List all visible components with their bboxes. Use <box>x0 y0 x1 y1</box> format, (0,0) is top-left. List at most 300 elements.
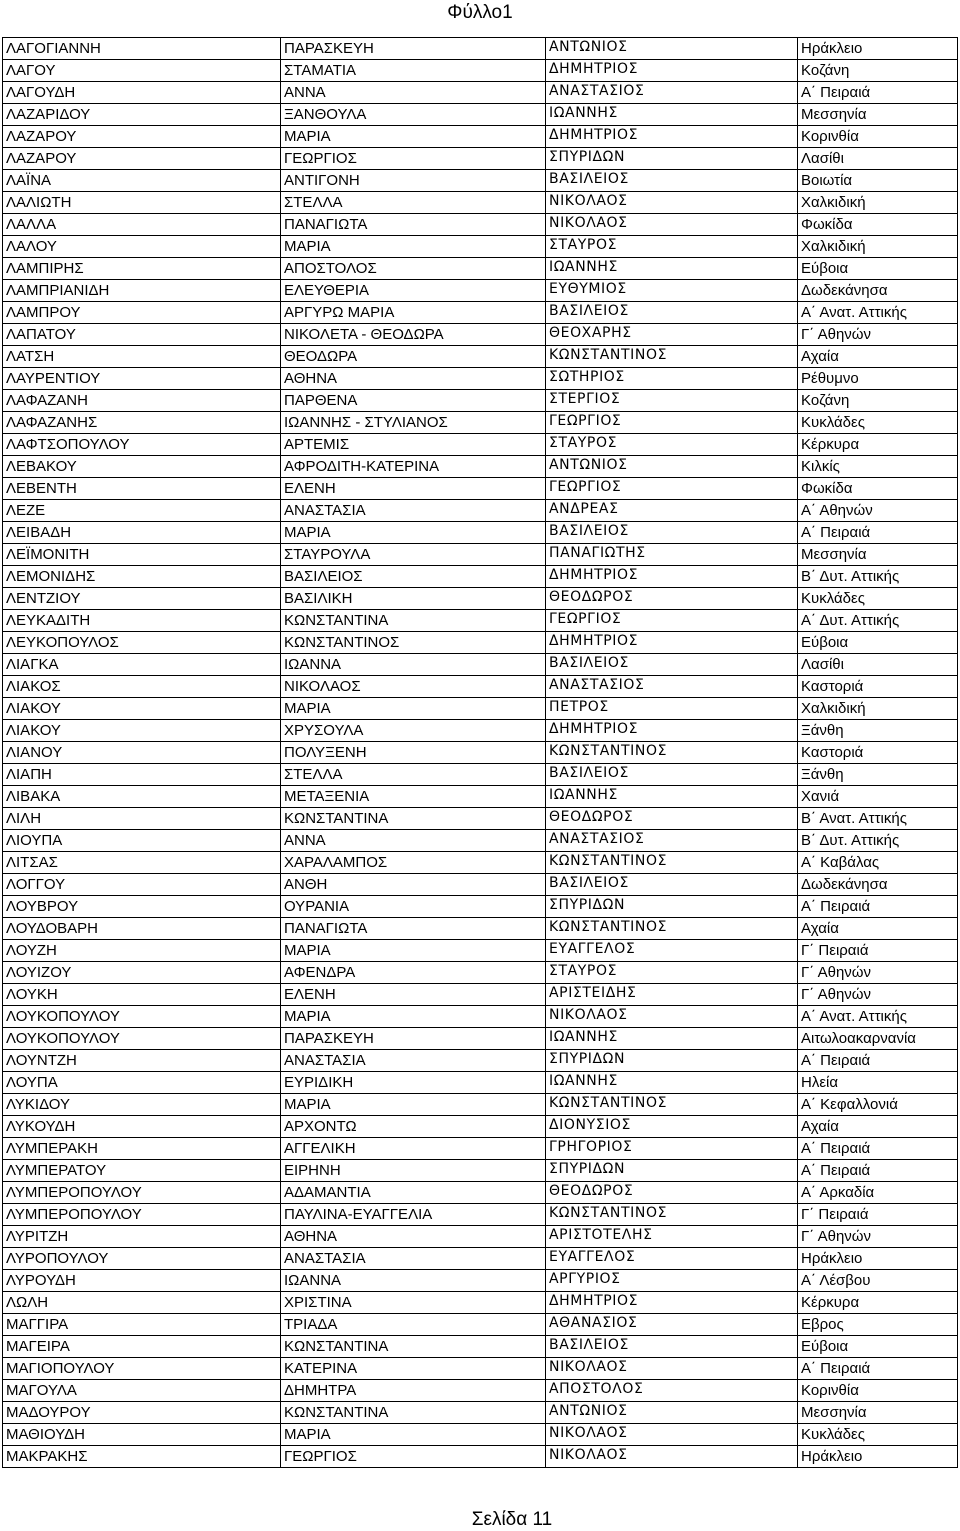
region-cell: Αιτωλοακαρνανία <box>798 1028 958 1050</box>
first-name-cell: ΕΛΕΝΗ <box>281 478 546 500</box>
first-name-cell: ΧΡΙΣΤΙΝΑ <box>281 1292 546 1314</box>
father-name-cell: ΔΗΜΗΤΡΙΟΣ <box>546 60 798 82</box>
surname-cell: ΛΑΛΙΩΤΗ <box>3 192 281 214</box>
region-cell: Ρέθυμνο <box>798 368 958 390</box>
region-cell: Φωκίδα <box>798 214 958 236</box>
surname-cell: ΛΑΦΤΣΟΠΟΥΛΟΥ <box>3 434 281 456</box>
first-name-cell: ΒΑΣΙΛΕΙΟΣ <box>281 566 546 588</box>
table-row <box>3 478 958 500</box>
father-name-cell: ΙΩΑΝΝΗΣ <box>546 1072 798 1094</box>
region-cell: Ξάνθη <box>798 720 958 742</box>
surname-cell: ΛΟΓΓΟΥ <box>3 874 281 896</box>
first-name-cell: ΕΛΕΝΗ <box>281 984 546 1006</box>
table-row <box>3 412 958 434</box>
table-row <box>3 984 958 1006</box>
region-cell: Εβρος <box>798 1314 958 1336</box>
father-name-cell: ΙΩΑΝΝΗΣ <box>546 1028 798 1050</box>
table-row <box>3 214 958 236</box>
region-cell: Ηλεία <box>798 1072 958 1094</box>
surname-cell: ΛΑΖΑΡΟΥ <box>3 148 281 170</box>
region-cell: Β΄ Δυτ. Αττικής <box>798 566 958 588</box>
surname-cell: ΛΟΥΝΤΖΗ <box>3 1050 281 1072</box>
surname-cell: ΛΑΜΠΡΟΥ <box>3 302 281 324</box>
surname-cell: ΛΕΖΕ <box>3 500 281 522</box>
surname-cell: ΛΟΥΔΟΒΑΡΗ <box>3 918 281 940</box>
first-name-cell: ΞΑΝΘΟΥΛΑ <box>281 104 546 126</box>
father-name-cell: ΣΤΑΥΡΟΣ <box>546 962 798 984</box>
first-name-cell: ΜΕΤΑΞΕΝΙΑ <box>281 786 546 808</box>
region-cell: Α΄ Ανατ. Αττικής <box>798 302 958 324</box>
table-row <box>3 1380 958 1402</box>
region-cell: Α΄ Λέσβου <box>798 1270 958 1292</box>
surname-cell: ΛΥΡΙΤΖΗ <box>3 1226 281 1248</box>
table-row <box>3 786 958 808</box>
father-name-cell: ΘΕΟΔΩΡΟΣ <box>546 588 798 610</box>
surname-cell: ΛΑΓΟΥ <box>3 60 281 82</box>
father-name-cell: ΚΩΝΣΤΑΝΤΙΝΟΣ <box>546 852 798 874</box>
region-cell: Α΄ Πειραιά <box>798 82 958 104</box>
region-cell: Ξάνθη <box>798 764 958 786</box>
table-row <box>3 720 958 742</box>
table-row <box>3 434 958 456</box>
region-cell: Δωδεκάνησα <box>798 280 958 302</box>
father-name-cell: ΓΕΩΡΓΙΟΣ <box>546 478 798 500</box>
table-row <box>3 962 958 984</box>
table-row <box>3 38 958 60</box>
father-name-cell: ΑΡΙΣΤΕΙΔΗΣ <box>546 984 798 1006</box>
region-cell: Μεσσηνία <box>798 104 958 126</box>
first-name-cell: ΑΡΓΥΡΩ ΜΑΡΙΑ <box>281 302 546 324</box>
first-name-cell: ΜΑΡΙΑ <box>281 940 546 962</box>
first-name-cell: ΑΠΟΣΤΟΛΟΣ <box>281 258 546 280</box>
table-row <box>3 676 958 698</box>
region-cell: Γ΄ Πειραιά <box>798 940 958 962</box>
surname-cell: ΛΙΒΑΚΑ <box>3 786 281 808</box>
surname-cell: ΜΑΓΓΙΡΑ <box>3 1314 281 1336</box>
region-cell: Κοζάνη <box>798 60 958 82</box>
first-name-cell: ΑΡΤΕΜΙΣ <box>281 434 546 456</box>
region-cell: Α΄ Αθηνών <box>798 500 958 522</box>
surname-cell: ΛΕΥΚΟΠΟΥΛΟΣ <box>3 632 281 654</box>
region-cell: Α΄ Καβάλας <box>798 852 958 874</box>
father-name-cell: ΣΤΑΥΡΟΣ <box>546 236 798 258</box>
first-name-cell: ΑΓΓΕΛΙΚΗ <box>281 1138 546 1160</box>
surname-cell: ΛΑΦΑΖΑΝΗΣ <box>3 412 281 434</box>
table-row <box>3 1050 958 1072</box>
first-name-cell: ΠΑΝΑΓΙΩΤΑ <box>281 918 546 940</box>
region-cell: Κοζάνη <box>798 390 958 412</box>
first-name-cell: ΠΟΛΥΞΕΝΗ <box>281 742 546 764</box>
father-name-cell: ΚΩΝΣΤΑΝΤΙΝΟΣ <box>546 742 798 764</box>
father-name-cell: ΑΡΓΥΡΙΟΣ <box>546 1270 798 1292</box>
first-name-cell: ΑΝΑΣΤΑΣΙΑ <box>281 1248 546 1270</box>
surname-cell: ΜΑΘΙΟΥΔΗ <box>3 1424 281 1446</box>
surname-cell: ΛΕΒΕΝΤΗ <box>3 478 281 500</box>
surname-cell: ΛΥΡΟΥΔΗ <box>3 1270 281 1292</box>
region-cell: Α΄ Πειραιά <box>798 1160 958 1182</box>
father-name-cell: ΒΑΣΙΛΕΙΟΣ <box>546 654 798 676</box>
father-name-cell: ΒΑΣΙΛΕΙΟΣ <box>546 764 798 786</box>
father-name-cell: ΔΗΜΗΤΡΙΟΣ <box>546 720 798 742</box>
surname-cell: ΜΑΓΕΙΡΑ <box>3 1336 281 1358</box>
table-row <box>3 764 958 786</box>
region-cell: Α΄ Πειραιά <box>798 522 958 544</box>
first-name-cell: ΣΤΑΥΡΟΥΛΑ <box>281 544 546 566</box>
father-name-cell: ΣΩΤΗΡΙΟΣ <box>546 368 798 390</box>
first-name-cell: ΠΑΡΑΣΚΕΥΗ <box>281 1028 546 1050</box>
region-cell: Α΄ Πειραιά <box>798 896 958 918</box>
table-row <box>3 1270 958 1292</box>
region-cell: Α΄ Δυτ. Αττικής <box>798 610 958 632</box>
table-row <box>3 236 958 258</box>
first-name-cell: ΜΑΡΙΑ <box>281 126 546 148</box>
region-cell: Α΄ Πειραιά <box>798 1050 958 1072</box>
father-name-cell: ΕΥΑΓΓΕΛΟΣ <box>546 940 798 962</box>
first-name-cell: ΚΑΤΕΡΙΝΑ <box>281 1358 546 1380</box>
first-name-cell: ΜΑΡΙΑ <box>281 1094 546 1116</box>
first-name-cell: ΓΕΩΡΓΙΟΣ <box>281 1446 546 1468</box>
surname-cell: ΜΑΓΟΥΛΑ <box>3 1380 281 1402</box>
father-name-cell: ΣΤΕΡΓΙΟΣ <box>546 390 798 412</box>
surname-cell: ΛΙΛΗ <box>3 808 281 830</box>
region-cell: Β΄ Δυτ. Αττικής <box>798 830 958 852</box>
surname-cell: ΛΥΜΠΕΡΑΤΟΥ <box>3 1160 281 1182</box>
first-name-cell: ΑΘΗΝΑ <box>281 1226 546 1248</box>
table-row <box>3 522 958 544</box>
surname-cell: ΛΕΝΤΖΙΟΥ <box>3 588 281 610</box>
table-row <box>3 390 958 412</box>
region-cell: Α΄ Κεφαλλονιά <box>798 1094 958 1116</box>
first-name-cell: ΠΑΡΑΣΚΕΥΗ <box>281 38 546 60</box>
region-cell: Αχαία <box>798 918 958 940</box>
region-cell: Κιλκίς <box>798 456 958 478</box>
table-row <box>3 1226 958 1248</box>
first-name-cell: ΚΩΝΣΤΑΝΤΙΝΟΣ <box>281 632 546 654</box>
surname-cell: ΛΑΓΟΥΔΗ <box>3 82 281 104</box>
table-row <box>3 1402 958 1424</box>
surname-cell: ΛΕΙΒΑΔΗ <box>3 522 281 544</box>
table-row <box>3 566 958 588</box>
region-cell: Καστοριά <box>798 742 958 764</box>
region-cell: Ηράκλειο <box>798 38 958 60</box>
region-cell: Κέρκυρα <box>798 434 958 456</box>
surname-cell: ΛΕΒΑΚΟΥ <box>3 456 281 478</box>
first-name-cell: ΑΔΑΜΑΝΤΙΑ <box>281 1182 546 1204</box>
first-name-cell: ΘΕΟΔΩΡΑ <box>281 346 546 368</box>
table-row <box>3 148 958 170</box>
surname-cell: ΛΙΑΝΟΥ <box>3 742 281 764</box>
region-cell: Γ΄ Αθηνών <box>798 984 958 1006</box>
table-row <box>3 1446 958 1468</box>
first-name-cell: ΑΡΧΟΝΤΩ <box>281 1116 546 1138</box>
table-row <box>3 1160 958 1182</box>
father-name-cell: ΕΥΑΓΓΕΛΟΣ <box>546 1248 798 1270</box>
father-name-cell: ΑΝΑΣΤΑΣΙΟΣ <box>546 676 798 698</box>
father-name-cell: ΚΩΝΣΤΑΝΤΙΝΟΣ <box>546 346 798 368</box>
region-cell: Μεσσηνία <box>798 1402 958 1424</box>
table-row <box>3 588 958 610</box>
region-cell: Κυκλάδες <box>798 588 958 610</box>
table-row <box>3 192 958 214</box>
table-body <box>3 38 958 1468</box>
father-name-cell: ΔΗΜΗΤΡΙΟΣ <box>546 566 798 588</box>
surname-cell: ΛΥΜΠΕΡΟΠΟΥΛΟΥ <box>3 1182 281 1204</box>
father-name-cell: ΝΙΚΟΛΑΟΣ <box>546 214 798 236</box>
first-name-cell: ΜΑΡΙΑ <box>281 522 546 544</box>
surname-cell: ΛΕΪΜΟΝΙΤΗ <box>3 544 281 566</box>
first-name-cell: ΜΑΡΙΑ <box>281 698 546 720</box>
surname-cell: ΛΑΤΣΗ <box>3 346 281 368</box>
father-name-cell: ΘΕΟΧΑΡΗΣ <box>546 324 798 346</box>
table-row <box>3 918 958 940</box>
father-name-cell: ΑΝΤΩΝΙΟΣ <box>546 38 798 60</box>
region-cell: Γ΄ Αθηνών <box>798 324 958 346</box>
data-table <box>2 37 958 1468</box>
surname-cell: ΛΕΥΚΑΔΙΤΗ <box>3 610 281 632</box>
father-name-cell: ΒΑΣΙΛΕΙΟΣ <box>546 170 798 192</box>
table-row <box>3 1336 958 1358</box>
first-name-cell: ΑΝΝΑ <box>281 830 546 852</box>
table-row <box>3 1424 958 1446</box>
region-cell: Εύβοια <box>798 1336 958 1358</box>
father-name-cell: ΓΕΩΡΓΙΟΣ <box>546 610 798 632</box>
first-name-cell: ΜΑΡΙΑ <box>281 236 546 258</box>
table-row <box>3 742 958 764</box>
surname-cell: ΛΥΡΟΠΟΥΛΟΥ <box>3 1248 281 1270</box>
first-name-cell: ΝΙΚΟΛΕΤΑ - ΘΕΟΔΩΡΑ <box>281 324 546 346</box>
father-name-cell: ΙΩΑΝΝΗΣ <box>546 104 798 126</box>
father-name-cell: ΣΤΑΥΡΟΣ <box>546 434 798 456</box>
table-row <box>3 1182 958 1204</box>
first-name-cell: ΑΘΗΝΑ <box>281 368 546 390</box>
first-name-cell: ΠΑΝΑΓΙΩΤΑ <box>281 214 546 236</box>
table-row <box>3 1292 958 1314</box>
table-row <box>3 544 958 566</box>
region-cell: Ηράκλειο <box>798 1248 958 1270</box>
first-name-cell: ΑΦΡΟΔΙΤΗ-ΚΑΤΕΡΙΝΑ <box>281 456 546 478</box>
region-cell: Β΄ Ανατ. Αττικής <box>798 808 958 830</box>
surname-cell: ΛΑΜΠΡΙΑΝΙΔΗ <box>3 280 281 302</box>
region-cell: Φωκίδα <box>798 478 958 500</box>
table-row <box>3 940 958 962</box>
surname-cell: ΛΙΑΚΟΥ <box>3 720 281 742</box>
father-name-cell: ΑΠΟΣΤΟΛΟΣ <box>546 1380 798 1402</box>
father-name-cell: ΕΥΘΥΜΙΟΣ <box>546 280 798 302</box>
region-cell: Αχαία <box>798 346 958 368</box>
father-name-cell: ΑΝΔΡΕΑΣ <box>546 500 798 522</box>
surname-cell: ΛΑΓΟΓΙΑΝΝΗ <box>3 38 281 60</box>
table-row <box>3 1314 958 1336</box>
table-row <box>3 126 958 148</box>
table-row <box>3 104 958 126</box>
table-row <box>3 346 958 368</box>
surname-cell: ΛΟΥΒΡΟΥ <box>3 896 281 918</box>
region-cell: Αχαία <box>798 1116 958 1138</box>
father-name-cell: ΑΝΤΩΝΙΟΣ <box>546 456 798 478</box>
region-cell: Κορινθία <box>798 126 958 148</box>
father-name-cell: ΝΙΚΟΛΑΟΣ <box>546 192 798 214</box>
surname-cell: ΛΙΑΓΚΑ <box>3 654 281 676</box>
father-name-cell: ΔΗΜΗΤΡΙΟΣ <box>546 126 798 148</box>
first-name-cell: ΤΡΙΑΔΑ <box>281 1314 546 1336</box>
table-row <box>3 500 958 522</box>
first-name-cell: ΚΩΝΣΤΑΝΤΙΝΑ <box>281 610 546 632</box>
first-name-cell: ΜΑΡΙΑ <box>281 1424 546 1446</box>
table-row <box>3 896 958 918</box>
table-row <box>3 1248 958 1270</box>
first-name-cell: ΟΥΡΑΝΙΑ <box>281 896 546 918</box>
region-cell: Χαλκιδική <box>798 192 958 214</box>
first-name-cell: ΑΝΤΙΓΟΝΗ <box>281 170 546 192</box>
surname-cell: ΛΑΖΑΡΟΥ <box>3 126 281 148</box>
region-cell: Χαλκιδική <box>798 236 958 258</box>
surname-cell: ΛΙΑΚΟΥ <box>3 698 281 720</box>
first-name-cell: ΣΤΕΛΛΑ <box>281 192 546 214</box>
father-name-cell: ΝΙΚΟΛΑΟΣ <box>546 1446 798 1468</box>
surname-cell: ΛΑΜΠΙΡΗΣ <box>3 258 281 280</box>
father-name-cell: ΝΙΚΟΛΑΟΣ <box>546 1358 798 1380</box>
father-name-cell: ΑΝΑΣΤΑΣΙΟΣ <box>546 82 798 104</box>
table-row <box>3 874 958 896</box>
region-cell: Κορινθία <box>798 1380 958 1402</box>
father-name-cell: ΣΠΥΡΙΔΩΝ <box>546 1160 798 1182</box>
father-name-cell: ΑΡΙΣΤΟΤΕΛΗΣ <box>546 1226 798 1248</box>
region-cell: Καστοριά <box>798 676 958 698</box>
region-cell: Μεσσηνία <box>798 544 958 566</box>
first-name-cell: ΜΑΡΙΑ <box>281 1006 546 1028</box>
table-row <box>3 698 958 720</box>
table-row <box>3 60 958 82</box>
surname-cell: ΛΙΤΣΑΣ <box>3 852 281 874</box>
sheet-title: Φύλλο1 <box>447 2 513 23</box>
first-name-cell: ΕΙΡΗΝΗ <box>281 1160 546 1182</box>
table-row <box>3 852 958 874</box>
surname-cell: ΛΙΟΥΠΑ <box>3 830 281 852</box>
first-name-cell: ΚΩΝΣΤΑΝΤΙΝΑ <box>281 808 546 830</box>
first-name-cell: ΚΩΝΣΤΑΝΤΙΝΑ <box>281 1336 546 1358</box>
table-row <box>3 1204 958 1226</box>
surname-cell: ΛΥΜΠΕΡΑΚΗ <box>3 1138 281 1160</box>
first-name-cell: ΠΑΥΛΙΝΑ-ΕΥΑΓΓΕΛΙΑ <box>281 1204 546 1226</box>
surname-cell: ΛΕΜΟΝΙΔΗΣ <box>3 566 281 588</box>
father-name-cell: ΔΗΜΗΤΡΙΟΣ <box>546 632 798 654</box>
table-row <box>3 808 958 830</box>
table-row <box>3 324 958 346</box>
father-name-cell: ΒΑΣΙΛΕΙΟΣ <box>546 522 798 544</box>
father-name-cell: ΝΙΚΟΛΑΟΣ <box>546 1424 798 1446</box>
surname-cell: ΛΑΛΟΥ <box>3 236 281 258</box>
region-cell: Γ΄ Αθηνών <box>798 1226 958 1248</box>
region-cell: Ηράκλειο <box>798 1446 958 1468</box>
father-name-cell: ΔΙΟΝΥΣΙΟΣ <box>546 1116 798 1138</box>
region-cell: Γ΄ Πειραιά <box>798 1204 958 1226</box>
table-row <box>3 170 958 192</box>
region-cell: Κέρκυρα <box>798 1292 958 1314</box>
first-name-cell: ΙΩΑΝΝΑ <box>281 654 546 676</box>
first-name-cell: ΙΩΑΝΝΗΣ - ΣΤΥΛΙΑΝΟΣ <box>281 412 546 434</box>
father-name-cell: ΠΑΝΑΓΙΩΤΗΣ <box>546 544 798 566</box>
region-cell: Α΄ Ανατ. Αττικής <box>798 1006 958 1028</box>
father-name-cell: ΘΕΟΔΩΡΟΣ <box>546 808 798 830</box>
father-name-cell: ΚΩΝΣΤΑΝΤΙΝΟΣ <box>546 1094 798 1116</box>
first-name-cell: ΣΤΑΜΑΤΙΑ <box>281 60 546 82</box>
table-row <box>3 1072 958 1094</box>
table-row <box>3 1358 958 1380</box>
surname-cell: ΛΙΑΠΗ <box>3 764 281 786</box>
table-row <box>3 632 958 654</box>
first-name-cell: ΧΑΡΑΛΑΜΠΟΣ <box>281 852 546 874</box>
first-name-cell: ΑΝΑΣΤΑΣΙΑ <box>281 1050 546 1072</box>
region-cell: Κυκλάδες <box>798 412 958 434</box>
first-name-cell: ΠΑΡΘΕΝΑ <box>281 390 546 412</box>
surname-cell: ΛΑΖΑΡΙΔΟΥ <box>3 104 281 126</box>
surname-cell: ΛΥΚΟΥΔΗ <box>3 1116 281 1138</box>
father-name-cell: ΒΑΣΙΛΕΙΟΣ <box>546 1336 798 1358</box>
father-name-cell: ΙΩΑΝΝΗΣ <box>546 786 798 808</box>
table-row <box>3 1116 958 1138</box>
surname-cell: ΛΙΑΚΟΣ <box>3 676 281 698</box>
table-row <box>3 82 958 104</box>
father-name-cell: ΣΠΥΡΙΔΩΝ <box>546 148 798 170</box>
table-row <box>3 368 958 390</box>
region-cell: Γ΄ Αθηνών <box>798 962 958 984</box>
father-name-cell: ΣΠΥΡΙΔΩΝ <box>546 1050 798 1072</box>
father-name-cell: ΔΗΜΗΤΡΙΟΣ <box>546 1292 798 1314</box>
father-name-cell: ΑΝΤΩΝΙΟΣ <box>546 1402 798 1424</box>
surname-cell: ΜΑΚΡΑΚΗΣ <box>3 1446 281 1468</box>
region-cell: Εύβοια <box>798 258 958 280</box>
table-row <box>3 1006 958 1028</box>
first-name-cell: ΙΩΑΝΝΑ <box>281 1270 546 1292</box>
surname-cell: ΛΟΥΚΟΠΟΥΛΟΥ <box>3 1028 281 1050</box>
region-cell: Εύβοια <box>798 632 958 654</box>
surname-cell: ΛΑΠΑΤΟΥ <box>3 324 281 346</box>
table-row <box>3 610 958 632</box>
surname-cell: ΛΟΥΚΗ <box>3 984 281 1006</box>
surname-cell: ΜΑΓΙΟΠΟΥΛΟΥ <box>3 1358 281 1380</box>
surname-cell: ΛΟΥΚΟΠΟΥΛΟΥ <box>3 1006 281 1028</box>
region-cell: Βοιωτία <box>798 170 958 192</box>
region-cell: Λασίθι <box>798 148 958 170</box>
first-name-cell: ΑΝΝΑ <box>281 82 546 104</box>
region-cell: Κυκλάδες <box>798 1424 958 1446</box>
father-name-cell: ΒΑΣΙΛΕΙΟΣ <box>546 874 798 896</box>
region-cell: Χαλκιδική <box>798 698 958 720</box>
first-name-cell: ΒΑΣΙΛΙΚΗ <box>281 588 546 610</box>
first-name-cell: ΓΕΩΡΓΙΟΣ <box>281 148 546 170</box>
surname-cell: ΛΑΥΡΕΝΤΙΟΥ <box>3 368 281 390</box>
surname-cell: ΛΑΛΛΑ <box>3 214 281 236</box>
region-cell: Δωδεκάνησα <box>798 874 958 896</box>
region-cell: Α΄ Αρκαδία <box>798 1182 958 1204</box>
table-row <box>3 302 958 324</box>
first-name-cell: ΑΦΕΝΔΡΑ <box>281 962 546 984</box>
father-name-cell: ΙΩΑΝΝΗΣ <box>546 258 798 280</box>
father-name-cell: ΝΙΚΟΛΑΟΣ <box>546 1006 798 1028</box>
father-name-cell: ΑΝΑΣΤΑΣΙΟΣ <box>546 830 798 852</box>
first-name-cell: ΝΙΚΟΛΑΟΣ <box>281 676 546 698</box>
table-row <box>3 830 958 852</box>
table-row <box>3 456 958 478</box>
surname-cell: ΛΑΦΑΖΑΝΗ <box>3 390 281 412</box>
surname-cell: ΛΑΪΝΑ <box>3 170 281 192</box>
table-row <box>3 258 958 280</box>
table-row <box>3 1138 958 1160</box>
table-row <box>3 280 958 302</box>
region-cell: Χανιά <box>798 786 958 808</box>
first-name-cell: ΧΡΥΣΟΥΛΑ <box>281 720 546 742</box>
father-name-cell: ΣΠΥΡΙΔΩΝ <box>546 896 798 918</box>
